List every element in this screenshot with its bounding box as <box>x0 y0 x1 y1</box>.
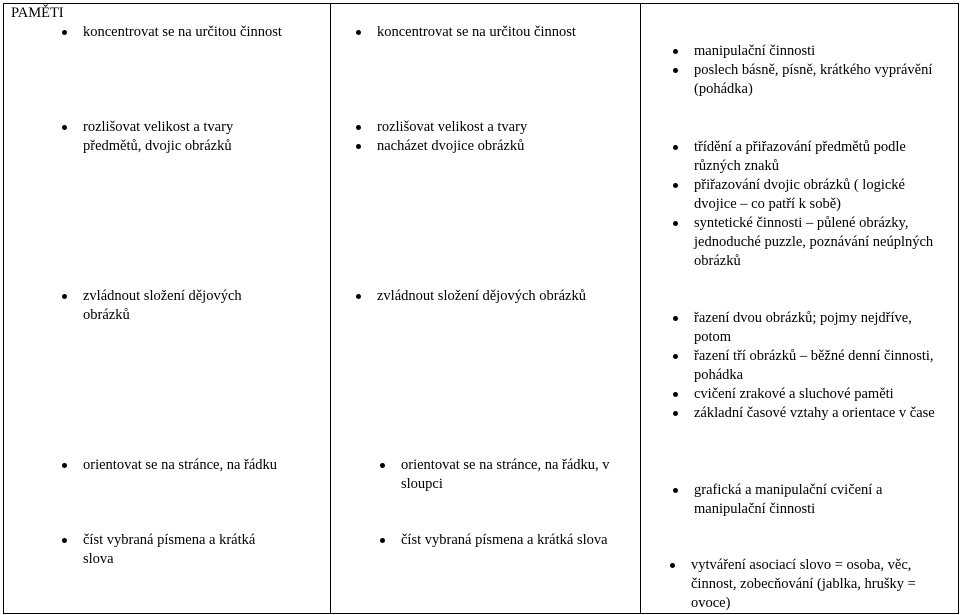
row1-col2 <box>351 23 631 42</box>
row5-col1 <box>57 531 287 569</box>
table-border-left <box>3 3 4 614</box>
list-item: cvičení zrakové a sluchové paměti <box>668 385 948 404</box>
table-border-top <box>3 3 958 4</box>
list-item: orientovat se na stránce, na řádku, v sloupci <box>375 456 631 494</box>
table-border-bottom <box>3 613 958 614</box>
row1-col3 <box>668 42 948 99</box>
row4-col1 <box>57 456 325 475</box>
list-item: číst vybraná písmena a krátká slova <box>375 531 615 550</box>
list-item: orientovat se na stránce, na řádku <box>57 456 325 475</box>
list-item: poslech básně, písně, krátkého vyprávění (pohádka) <box>668 61 948 99</box>
row3-col3 <box>668 309 948 423</box>
row2-col1 <box>57 118 277 156</box>
list-item: základní časové vztahy a orientace v čase <box>668 404 948 423</box>
list-item: zvládnout složení dějových obrázků <box>351 287 631 306</box>
row1-col1 <box>57 23 325 42</box>
row2-col3 <box>668 138 948 271</box>
list-item: číst vybraná písmena a krátká slova <box>57 531 287 569</box>
list-item: řazení tří obrázků – běžné denní činnosti, pohádka <box>668 347 948 385</box>
list-item: přiřazování dvojic obrázků ( logické dvojice – co patří k sobě) <box>668 176 948 214</box>
section-title: PAMĚTI <box>11 5 64 21</box>
list-item: manipulační činnosti <box>668 42 948 61</box>
list-item: nacházet dvojice obrázků <box>351 137 631 156</box>
list-item: třídění a přiřazování předmětů podle různých znaků <box>668 138 948 176</box>
table-divider-1 <box>330 3 331 614</box>
list-item: vytváření asociací slovo = osoba, věc, činnost, zobecňování (jablka, hrušky = ovoce) <box>665 556 955 613</box>
row3-col2 <box>351 287 631 306</box>
list-item: rozlišovat velikost a tvary předmětů, dvojic obrázků <box>57 118 277 156</box>
list-item: koncentrovat se na určitou činnost <box>351 23 631 42</box>
row4-col3 <box>668 481 948 519</box>
row5-col3 <box>665 556 955 613</box>
list-item: koncentrovat se na určitou činnost <box>57 23 325 42</box>
row4-col2 <box>375 456 631 494</box>
list-item: grafická a manipulační cvičení a manipulační činnosti <box>668 481 948 519</box>
list-item: zvládnout složení dějových obrázků <box>57 287 277 325</box>
list-item: řazení dvou obrázků; pojmy nejdříve, potom <box>668 309 948 347</box>
list-item: rozlišovat velikost a tvary <box>351 118 631 137</box>
table-divider-2 <box>640 3 641 614</box>
table-border-right <box>958 3 959 614</box>
row5-col2 <box>375 531 615 550</box>
row3-col1 <box>57 287 277 325</box>
row2-col2 <box>351 118 631 156</box>
list-item: syntetické činnosti – půlené obrázky, jednoduché puzzle, poznávání neúplných obrázků <box>668 214 948 271</box>
